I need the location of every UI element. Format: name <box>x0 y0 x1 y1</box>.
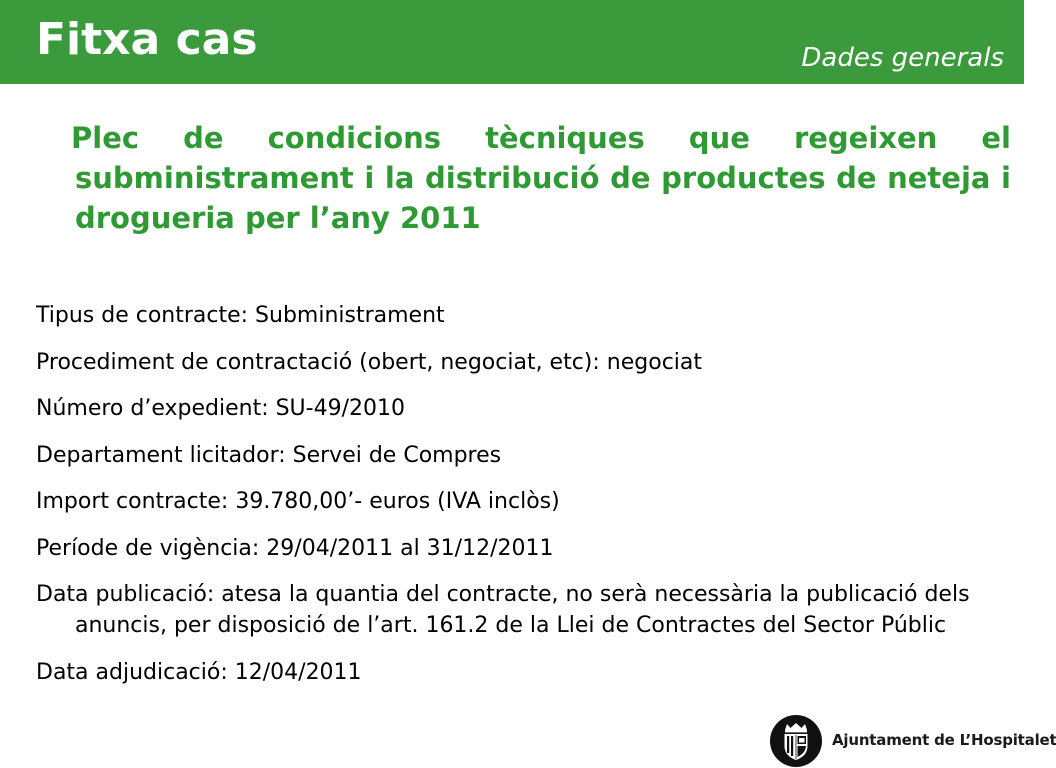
field-file-number: Número d’expedient: SU-49/2010 <box>36 396 405 421</box>
field-procurement-procedure: Procediment de contractació (obert, negociat, etc): negociat <box>36 349 703 375</box>
contract-heading: Plec de condicions tècniques que regeixen el subministrament i la distribució de productes de neteja i drogueria per l’any 2011 <box>71 121 1011 235</box>
ajuntament-logo-text: Ajuntament de L’Hospitalet <box>832 731 1056 749</box>
ajuntament-logo <box>770 715 1056 767</box>
field-publication-date: Data publicació: atesa la quantia del contracte, no serà necessària la publicació dels anuncis, per disposició de l’art. 161.2 de la Llei de Contractes del Sector Públic <box>36 582 970 638</box>
field-contract-amount: Import contracte: 39.780,00’- euros (IVA inclòs) <box>36 489 560 514</box>
field-validity-period: Període de vigència: 29/04/2011 al 31/12/2011 <box>36 535 554 561</box>
field-award-date: Data adjudicació: 12/04/2011 <box>36 659 362 685</box>
hospitalet-coat-of-arms-icon <box>770 715 822 767</box>
header-band <box>0 0 1024 84</box>
field-tendering-department: Departament licitador: Servei de Compres <box>36 442 502 468</box>
contract-details-list <box>36 300 996 703</box>
page-title: Fitxa cas <box>36 14 258 65</box>
page-subtitle: Dades generals <box>801 43 1004 73</box>
field-contract-type: Tipus de contracte: Subministrament <box>36 303 445 328</box>
